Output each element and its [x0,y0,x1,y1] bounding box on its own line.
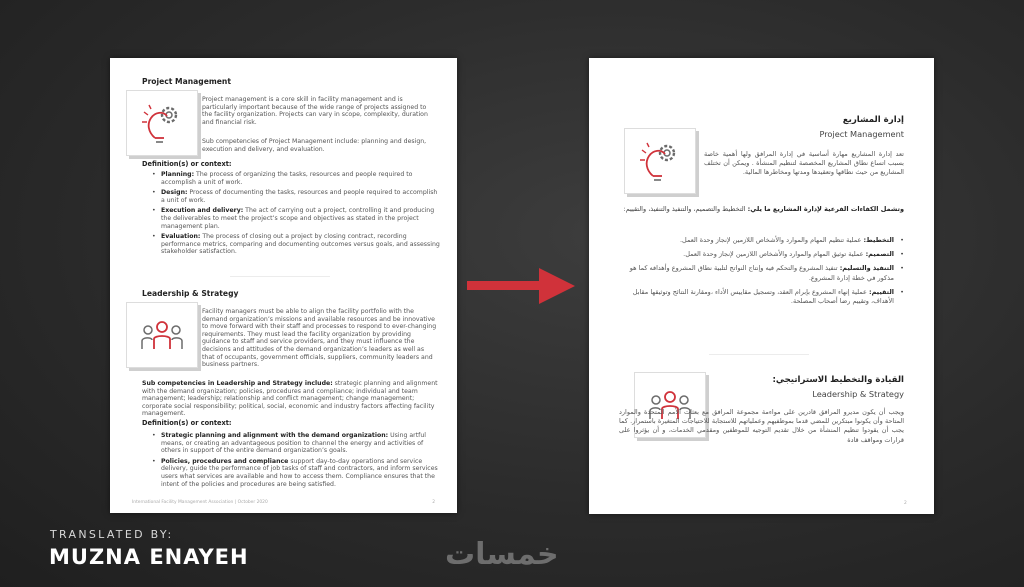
section-divider [709,354,809,355]
list-item: • Evaluation: The process of closing out a project by closing contract, recording performance metrics, comparing and documenting outcomes versus goals, and assessing stakeholder satisfaction. [161,233,443,256]
project-management-icon [624,128,696,194]
project-management-intro-ar: تعد إدارة المشاريع مهارة أساسية في إدارة المرافق ولها أهمية خاصة بسبب اتساع نطاق المشاريع المخصصة لتنظيم المنشأة . ويمكن أن تختلف المشاريع من حيث نطاقها وتعقيدها ومدتها ومخاطرها المالية. [704,150,904,177]
page-number: 2 [432,500,435,505]
list-item: • Planning: The process of organizing the tasks, resources and people required to accomplish a unit of work. [161,171,443,186]
list-item: • التخطيط: عملية تنظيم المهام والموارد والأشخاص اللازمين لإنجاز وحدة العمل. [614,236,894,245]
leadership-team-icon [126,302,198,368]
project-management-definitions [151,171,443,259]
sub-competencies-ar: وتشمل الكفاءات الفرعية لإدارة المشاريع ما يلي: التخطيط والتصميم، والتنفيذ والتنفيذ، والتقييم: [623,205,904,213]
list-item: • التصميم: عملية توثيق المهام والموارد والأشخاص اللازمين لإنجاز وحدة العمل. [614,250,894,259]
leadership-intro-ar: ويجب أن يكون مديرو المرافق قادرين على مواءمة مجموعة المرافق مع بعثات الأمم المتحدة والموارد المتاحة وأن يكونوا مبتكرين للمضي قدما بموظفيهم وعملياتهم للاستجابة للاحتياجات المتغيرة باستمرار. كما يجب أن يقودوا تنظيم المنشأة من خلال تقديم التوجيه للموظفين ومقدمي الخدمات، و أن يؤثروا على قرارات ومواقف قادة [619,408,904,444]
leadership-sub-competencies: Sub competencies in Leadership and Strategy include: strategic planning and alignment with the demand organization; policies, procedures and compliance; individual and team management; leadership; relationship and conflict management; change management; corporate social responsibility; political, social, economic and industry factors affecting facility management. [142,380,438,418]
list-item: • التقييم: عملية إنهاء المشروع بإبرام العقد، وتسجيل مقاييس الأداء ،ومقارنة النتائج وتوثيقها مقابل الأهداف، وتقييم رضا أصحاب المصلحة. [614,288,894,306]
project-management-intro: Project management is a core skill in facility management and is particularly important because of the wide range of projects assigned to the facility organization. Projects can vary in scope, complexity, duration and financial risk. [202,96,428,126]
list-item: • التنفيذ والتسليم: تنفيذ المشروع والتحكم فيه وإنتاج النواتج لتلبية نطاق المشروع وأهدافه كما هو مذكور في خطة إدارة المشروع. [614,264,894,282]
project-management-definitions-ar [614,236,904,311]
leadership-definitions [151,432,443,491]
translator-name: MUZNA ENAYEH [49,545,249,569]
section-title-arabic: القيادة والتخطيط الاستراتيجي: [772,375,904,385]
section-title-leadership-strategy: Leadership & Strategy [142,289,239,298]
page-number: 2 [904,501,907,506]
definitions-heading: Definition(s) or context: [142,419,232,427]
list-item: • Design: Process of documenting the tasks, resources and people required to accomplish a unit of work. [161,189,443,204]
translated-by-label: TRANSLATED BY: [50,528,174,541]
original-document-page [110,58,457,513]
section-divider [230,276,330,277]
translated-document-page [589,58,934,514]
list-item: • Strategic planning and alignment with the demand organization: Using artful means, or creating an advantageous position to channel the energy and activities of others in support of the entire demand organization’s goals. [161,432,443,455]
section-title-arabic: إدارة المشاريع [842,115,904,125]
page-footer: International Facility Management Association | October 2020 [132,500,268,505]
arrow-right-icon [467,265,577,309]
section-title-english: Project Management [819,129,904,139]
section-title-english: Leadership & Strategy [812,389,904,399]
project-management-icon [126,90,198,156]
definitions-heading: Definition(s) or context: [142,160,232,168]
list-item: • Policies, procedures and compliance support day-to-day operations and service delivery, guide the performance of job tasks of staff and contractors, and inform services users what services are available and how to access them. Compliance ensures that the intent of the policies and procedures are being satisfied. [161,458,443,488]
section-title-project-management: Project Management [142,77,231,86]
list-item: • Execution and delivery: The act of carrying out a project, controlling it and producing the deliverables to meet the project’s scope and objectives as stated in the project management plan. [161,207,443,230]
khamsat-logo: خمسات [445,537,559,572]
project-management-sub-competencies: Sub competencies of Project Management include: planning and design, execution and delivery, and evaluation. [202,138,427,153]
leadership-intro: Facility managers must be able to align the facility portfolio with the demand organization’s missions and available resources and be innovative to move forward with their staff and processes to respond to ever-changing requirements. They must lead the facility organization by providing guidance to staff and service providers, and they must influence the decisions and attitudes of the demand organization’s leaders as well as that of occupants, government officials, suppliers, community leaders and business partners. [202,308,437,369]
